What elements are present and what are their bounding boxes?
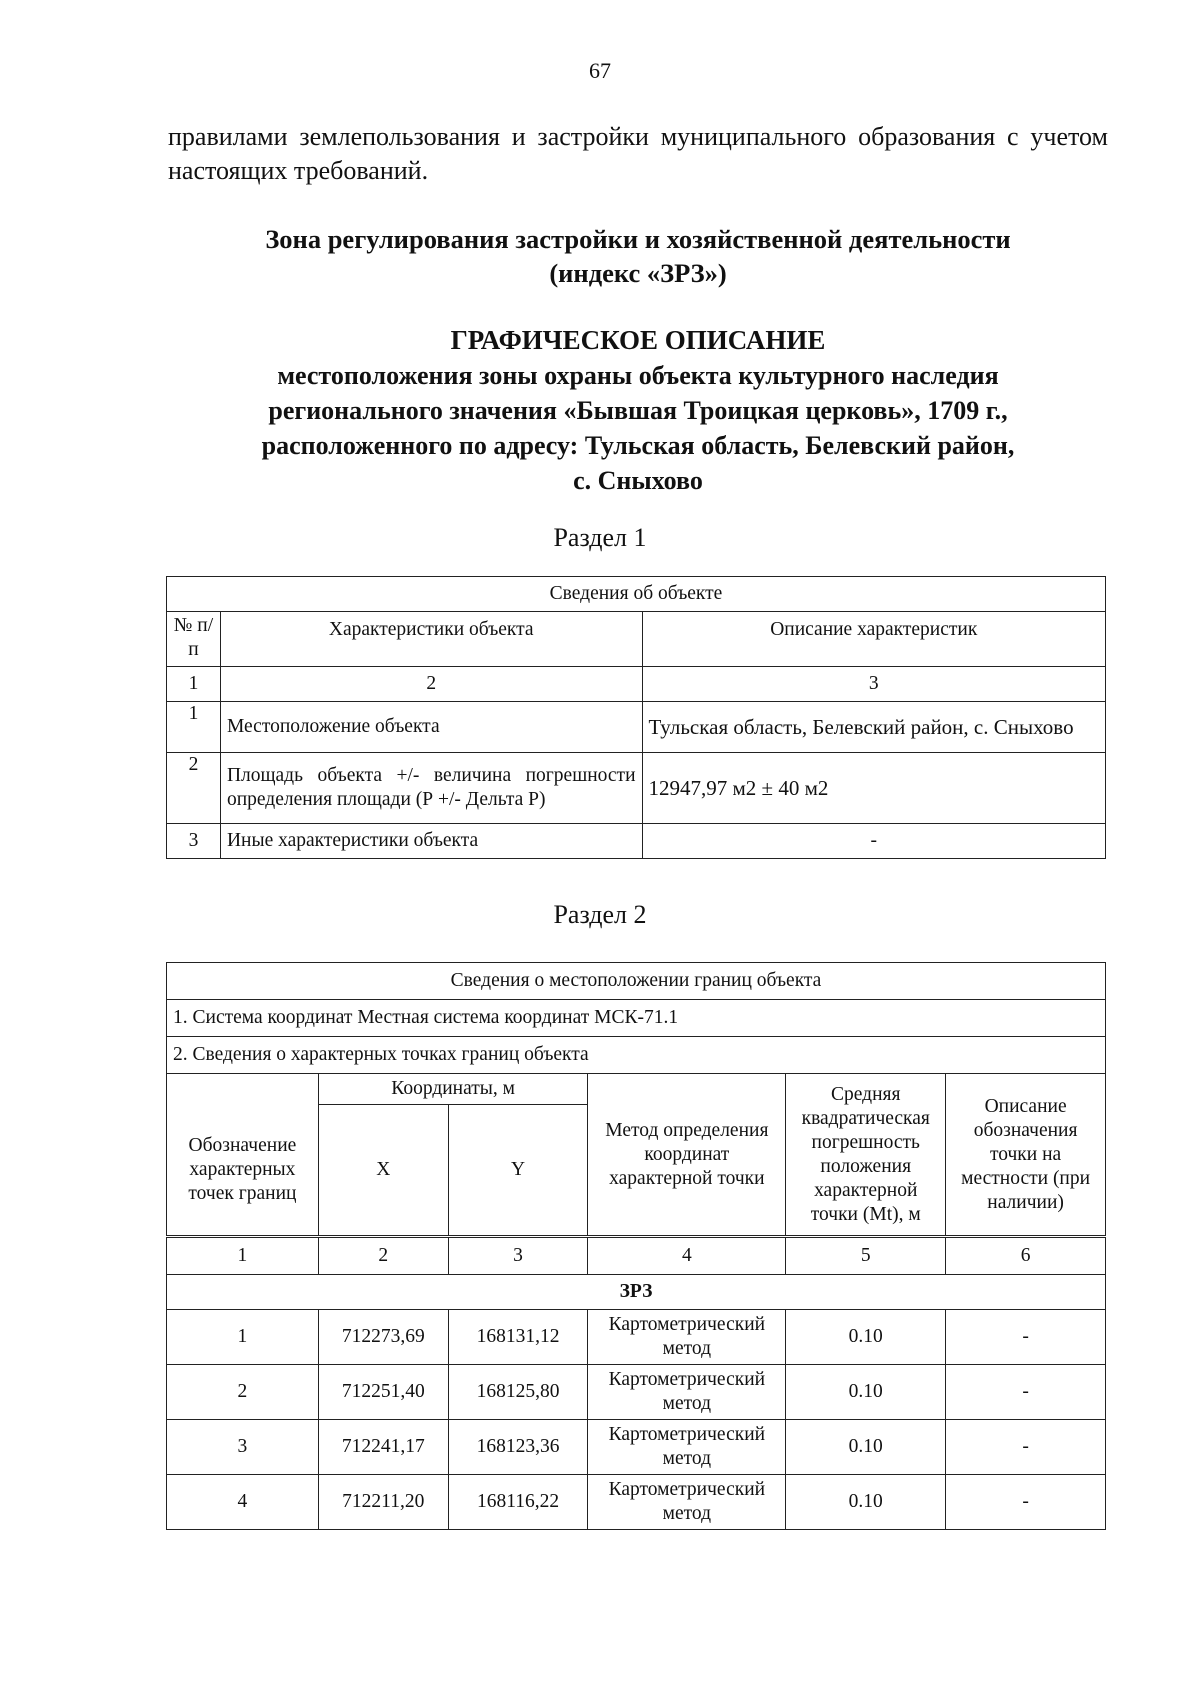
table-row: [167, 1310, 1106, 1365]
point-x: 712211,20: [318, 1475, 448, 1530]
header-accuracy: Средняя квадратическая погрешность положения характерной точки (Mt), м: [786, 1074, 946, 1237]
zone-title-line-1: Зона регулирования застройки и хозяйственной деятельности: [265, 224, 1011, 254]
point-y: 168125,80: [448, 1365, 588, 1420]
point-description: -: [946, 1475, 1106, 1530]
column-number-3: 3: [448, 1237, 588, 1275]
zone-title: [168, 222, 1108, 290]
subtitle-line-1: местоположения зоны охраны объекта культурного наследия: [277, 361, 999, 390]
coordinate-system: 1. Система координат Местная система координат МСК-71.1: [167, 1000, 1106, 1037]
point-number: 2: [167, 1365, 319, 1420]
subtitle-line-4: с. Сныхово: [573, 466, 703, 495]
row-name: Местоположение объекта: [220, 702, 642, 753]
table-row: [167, 1365, 1106, 1420]
point-description: -: [946, 1365, 1106, 1420]
location-caption: Сведения о местоположении границ объекта: [167, 963, 1106, 1000]
row-name: Площадь объекта +/- величина погрешности определения площади (Р +/- Дельта Р): [220, 753, 642, 824]
table-row: [167, 753, 1106, 824]
point-method: Картометрический метод: [588, 1420, 786, 1475]
point-method: Картометрический метод: [588, 1310, 786, 1365]
header-description: Описание характеристик: [642, 612, 1105, 667]
point-accuracy: 0.10: [786, 1365, 946, 1420]
point-number: 3: [167, 1420, 319, 1475]
table-row: [167, 702, 1106, 753]
point-accuracy: 0.10: [786, 1420, 946, 1475]
point-x: 712241,17: [318, 1420, 448, 1475]
row-value: Тульская область, Белевский район, с. Сныхово: [642, 702, 1105, 753]
point-method: Картометрический метод: [588, 1475, 786, 1530]
subtitle-line-2: регионального значения «Бывшая Троицкая церковь», 1709 г.,: [268, 396, 1008, 425]
header-method: Метод определения координат характерной точки: [588, 1074, 786, 1237]
points-caption: 2. Сведения о характерных точках границ объекта: [167, 1037, 1106, 1074]
column-number-2: 2: [318, 1237, 448, 1275]
point-method: Картометрический метод: [588, 1365, 786, 1420]
section-1-heading: Раздел 1: [553, 523, 647, 552]
boundary-points-table: [166, 962, 1106, 1530]
point-number: 1: [167, 1310, 319, 1365]
table-row: [167, 1420, 1106, 1475]
zone-group-label: ЗРЗ: [167, 1275, 1106, 1310]
subtitle-line-3: расположенного по адресу: Тульская область, Белевский район,: [261, 431, 1015, 460]
row-value: -: [642, 824, 1105, 859]
header-x: X: [318, 1105, 448, 1237]
object-info-table: [166, 576, 1106, 859]
point-number: 4: [167, 1475, 319, 1530]
intro-paragraph: правилами землепользования и застройки муниципального образования с учетом настоящих требований.: [168, 122, 1108, 185]
table-row: [167, 824, 1106, 859]
column-number-6: 6: [946, 1237, 1106, 1275]
header-description: Описание обозначения точки на местности (при наличии): [946, 1074, 1106, 1237]
column-number-2: 2: [220, 667, 642, 702]
zone-title-line-2: (индекс «ЗРЗ»): [549, 258, 727, 288]
column-number-5: 5: [786, 1237, 946, 1275]
column-number-1: 1: [167, 667, 221, 702]
point-description: -: [946, 1310, 1106, 1365]
point-accuracy: 0.10: [786, 1475, 946, 1530]
column-number-4: 4: [588, 1237, 786, 1275]
graphic-description-subtitle: [168, 358, 1108, 498]
header-coordinates: Координаты, м: [318, 1074, 588, 1105]
row-name: Иные характеристики объекта: [220, 824, 642, 859]
point-y: 168131,12: [448, 1310, 588, 1365]
page-number: 67: [589, 58, 611, 83]
point-y: 168116,22: [448, 1475, 588, 1530]
row-value: 12947,97 м2 ± 40 м2: [642, 753, 1105, 824]
point-x: 712273,69: [318, 1310, 448, 1365]
header-number: № п/п: [167, 612, 221, 667]
point-y: 168123,36: [448, 1420, 588, 1475]
point-accuracy: 0.10: [786, 1310, 946, 1365]
row-number: 2: [167, 753, 221, 824]
table-row: [167, 1475, 1106, 1530]
column-number-3: 3: [642, 667, 1105, 702]
section-2-heading: Раздел 2: [553, 900, 647, 929]
row-number: 3: [167, 824, 221, 859]
header-point: Обозначение характерных точек границ: [167, 1074, 319, 1237]
point-x: 712251,40: [318, 1365, 448, 1420]
header-y: Y: [448, 1105, 588, 1237]
row-number: 1: [167, 702, 221, 753]
header-characteristics: Характеристики объекта: [220, 612, 642, 667]
object-info-caption: Сведения об объекте: [167, 577, 1106, 612]
point-description: -: [946, 1420, 1106, 1475]
column-number-1: 1: [167, 1237, 319, 1275]
graphic-description-title: ГРАФИЧЕСКОЕ ОПИСАНИЕ: [450, 325, 826, 355]
